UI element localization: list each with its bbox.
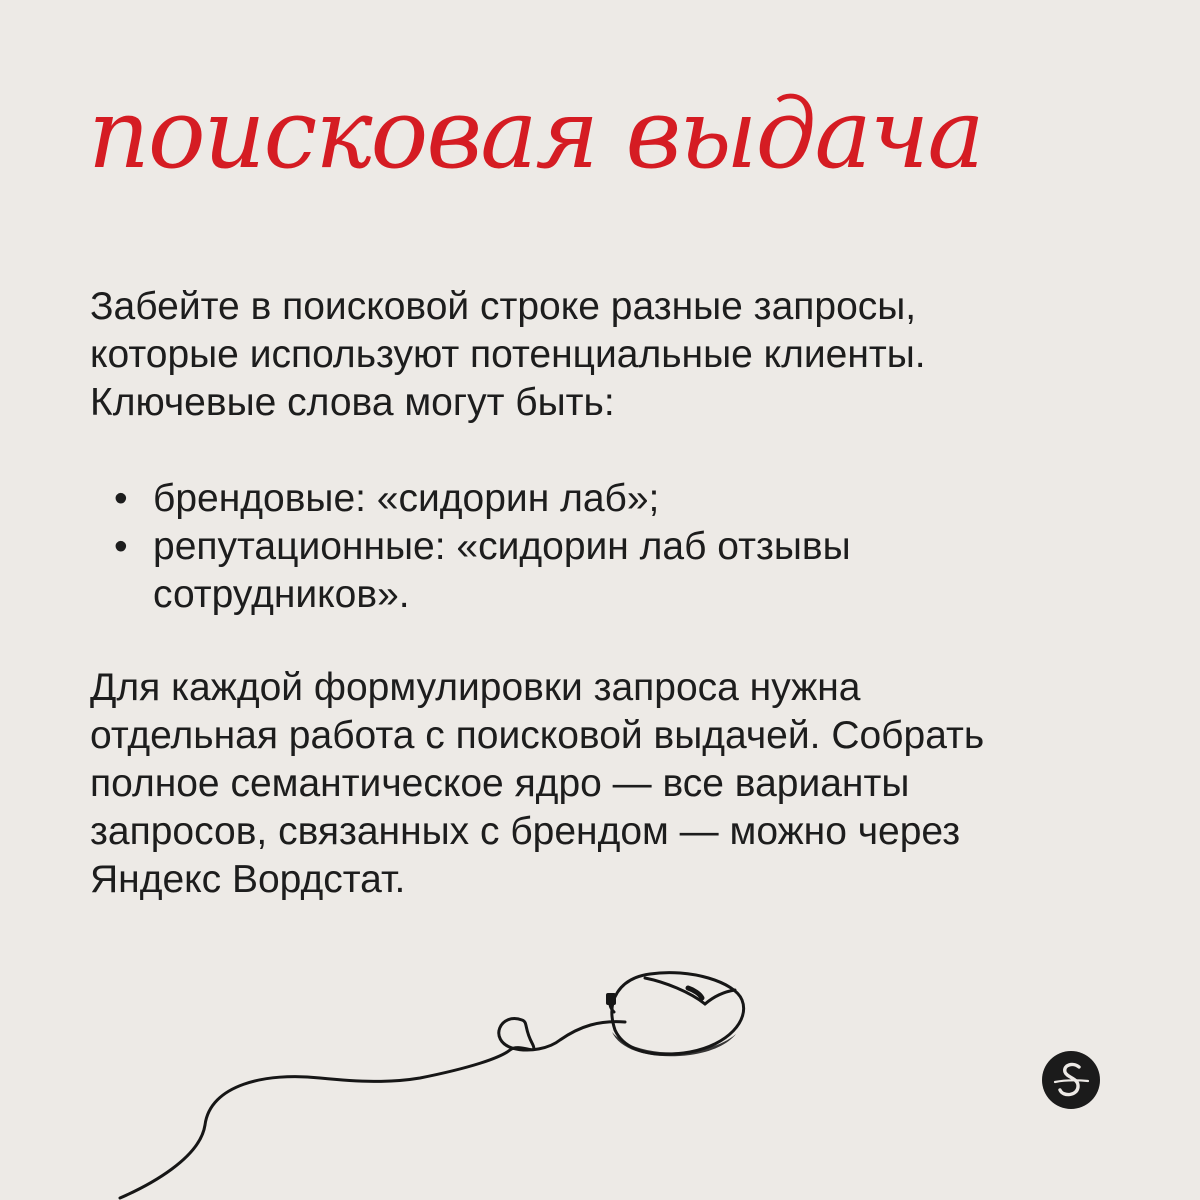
outro-paragraph [90, 664, 1120, 904]
outro-line: отдельная работа с поисковой выдачей. Собрать [90, 714, 985, 757]
list-item-text: репутационные: «сидорин лаб отзывы [153, 525, 851, 568]
intro-line: которые используют потенциальные клиенты. [90, 333, 926, 376]
intro-line: Ключевые слова могут быть: [90, 381, 615, 424]
slide-title: поисковая выдача [88, 78, 983, 190]
keyword-types-list [90, 475, 1120, 619]
list-item-reputation [90, 523, 1120, 619]
outro-line: Для каждой формулировки запроса нужна [90, 666, 861, 709]
outro-line: Яндекс Вордстат. [90, 858, 406, 901]
list-item-brand [90, 475, 1120, 523]
bullet-marker: • [114, 477, 128, 520]
list-item-text: сотрудников». [153, 573, 410, 616]
s-monogram-icon [1041, 1050, 1101, 1110]
intro-paragraph [90, 283, 1120, 427]
bullet-marker: • [114, 525, 128, 568]
computer-mouse-sketch-icon [0, 950, 800, 1200]
outro-line: запросов, связанных с брендом — можно через [90, 810, 961, 853]
list-item-text: брендовые: «сидорин лаб»; [153, 477, 660, 520]
intro-line: Забейте в поисковой строке разные запросы, [90, 285, 917, 328]
outro-line: полное семантическое ядро — все варианты [90, 762, 910, 805]
